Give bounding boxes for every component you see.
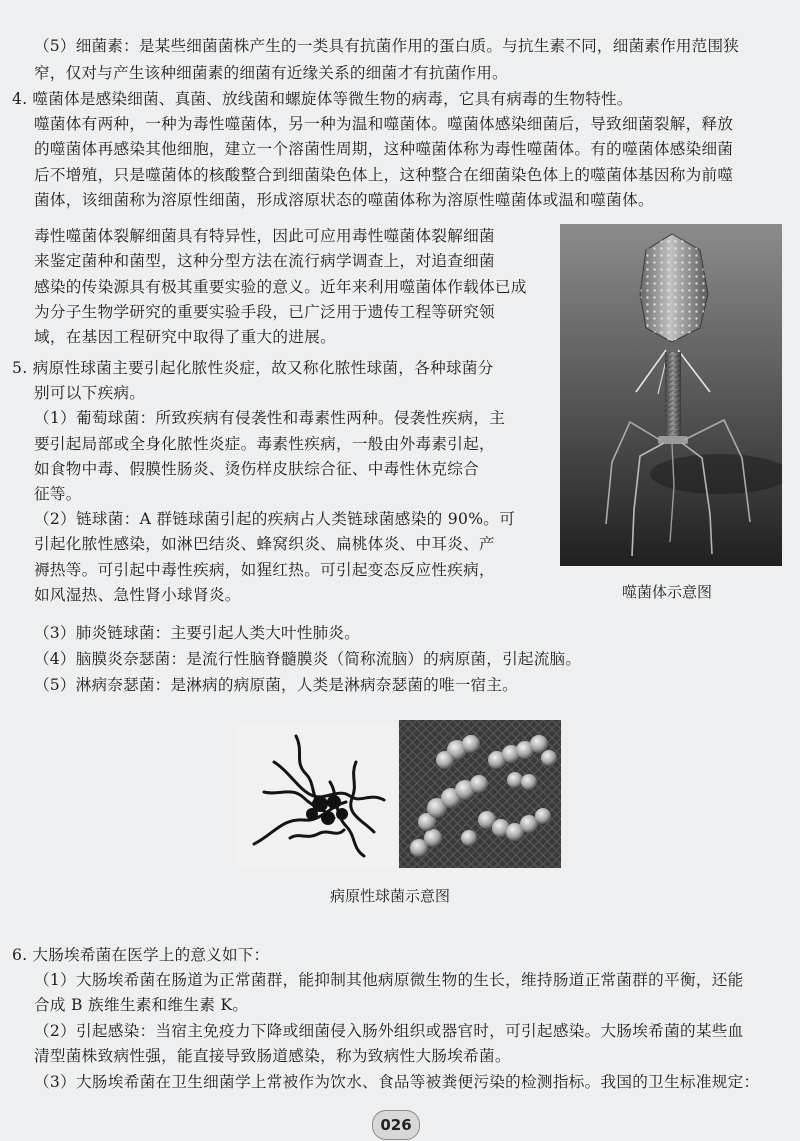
item-5-bacteriocin-line1: （5）细菌素：是某些细菌菌株产生的一类具有抗菌作用的蛋白质。与抗生素不同，细菌素作用范围狭 [34, 37, 740, 55]
paragraph-line: 征等。 [34, 485, 82, 504]
paragraph-line: 清型菌株致病性强，能直接导致肠道感染，称为致病性大肠埃希菌。 [34, 1047, 511, 1066]
point-4-paragraph-1 [34, 112, 784, 213]
phage-caption: 噬菌体示意图 [622, 583, 713, 601]
point-5-block [12, 356, 552, 608]
point-6-block [34, 968, 784, 1095]
paragraph-line: 如风湿热、急性肾小球肾炎。 [34, 585, 241, 604]
point-6-heading: 6. 大肠埃希菌在医学上的意义如下： [12, 946, 270, 964]
point-5-heading: 5. 病原性球菌主要引起化脓性炎症，故又称化脓性球菌，各种球菌分 [12, 359, 494, 377]
paragraph-line: 菌体，该细菌称为溶原性细菌，形成溶原状态的噬菌体称为溶原性噬菌体或温和噬菌体。 [34, 190, 654, 209]
paragraph-line: 要引起局部或全身化脓性炎症。毒素性疾病，一般由外毒素引起， [34, 434, 495, 453]
paragraph-line: （2）链球菌：A 群链球菌引起的疾病占人类链球菌感染的 90%。可 [34, 510, 516, 529]
bacteriophage-image [560, 224, 782, 566]
paragraph-line: 域，在基因工程研究中取得了重大的进展。 [34, 328, 336, 347]
paragraph-line: 感染的传染源具有极其重要实验的意义。近年来利用噬菌体作载体已成 [34, 277, 527, 296]
paragraph-line: 来鉴定菌种和菌型，这种分型方法在流行病学调查上，对追查细菌 [34, 252, 495, 271]
paragraph-line: （1）葡萄球菌：所致疾病有侵袭性和毒素性两种。侵袭性疾病，主 [34, 409, 506, 428]
paragraph-line: 引起化脓性感染，如淋巴结炎、蜂窝织炎、扁桃体炎、中耳炎、产 [34, 535, 495, 554]
point-5-item-3: （3）肺炎链球菌：主要引起人类大叶性肺炎。 [34, 624, 360, 642]
paragraph-line: （3）大肠埃希菌在卫生细菌学上常被作为饮水、食品等被粪便污染的检测指标。我国的卫生标准规定： [34, 1072, 760, 1091]
paragraph-line: 噬菌体有两种，一种为毒性噬菌体，另一种为温和噬菌体。噬菌体感染细菌后，导致细菌裂解，释放 [34, 115, 734, 133]
cocci-caption: 病原性球菌示意图 [330, 887, 451, 905]
paragraph-line: （2）引起感染：当宿主免疫力下降或细菌侵入肠外组织或器官时，可引起感染。大肠埃希菌的某些血 [34, 1021, 744, 1040]
point-5-item-4: （4）脑膜炎奈瑟菌：是流行性脑脊髓膜炎（简称流脑）的病原菌，引起流脑。 [34, 650, 582, 668]
paragraph-line: 为分子生物学研究的重要实验手段，已广泛用于遗传工程等研究领 [34, 302, 495, 321]
staphylococcus-sem-image [399, 720, 561, 868]
paragraph-line: 合成 B 族维生素和维生素 K。 [34, 996, 249, 1015]
point-4-paragraph-2 [34, 224, 550, 350]
paragraph-line: 毒性噬菌体裂解细菌具有特异性，因此可应用毒性噬菌体裂解细菌 [34, 227, 495, 245]
paragraph-line: 的噬菌体再感染其他细胞，建立一个溶菌性周期，这种噬菌体称为毒性噬菌体。有的噬菌体感染细菌 [34, 140, 734, 159]
page-number: 026 [372, 1110, 420, 1140]
paragraph-line: 如食物中毒、假膜性肠炎、烫伤样皮肤综合征、中毒性休克综合 [34, 459, 480, 478]
streptococcus-chain-image [234, 722, 396, 866]
item-5-bacteriocin-line2: 窄，仅对与产生该种细菌素的细菌有近缘关系的细菌才有抗菌作用。 [34, 64, 508, 82]
paragraph-line: 后不增殖，只是噬菌体的核酸整合到细菌染色体上，这种整合在细菌染色体上的噬菌体基因称为前噬 [34, 165, 734, 184]
paragraph-line: 别可以下疾病。 [34, 384, 146, 403]
point-5-item-5: （5）淋病奈瑟菌：是淋病的病原菌，人类是淋病奈瑟菌的唯一宿主。 [34, 676, 518, 694]
paragraph-line: （1）大肠埃希菌在肠道为正常菌群，能抑制其他病原微生物的生长，维持肠道正常菌群的平衡，还能 [34, 971, 744, 989]
paragraph-line: 褥热等。可引起中毒性疾病，如猩红热。可引起变态反应性疾病， [34, 560, 495, 579]
point-4-heading: 4. 噬菌体是感染细菌、真菌、放线菌和螺旋体等微生物的病毒，它具有病毒的生物特性。 [12, 90, 633, 108]
